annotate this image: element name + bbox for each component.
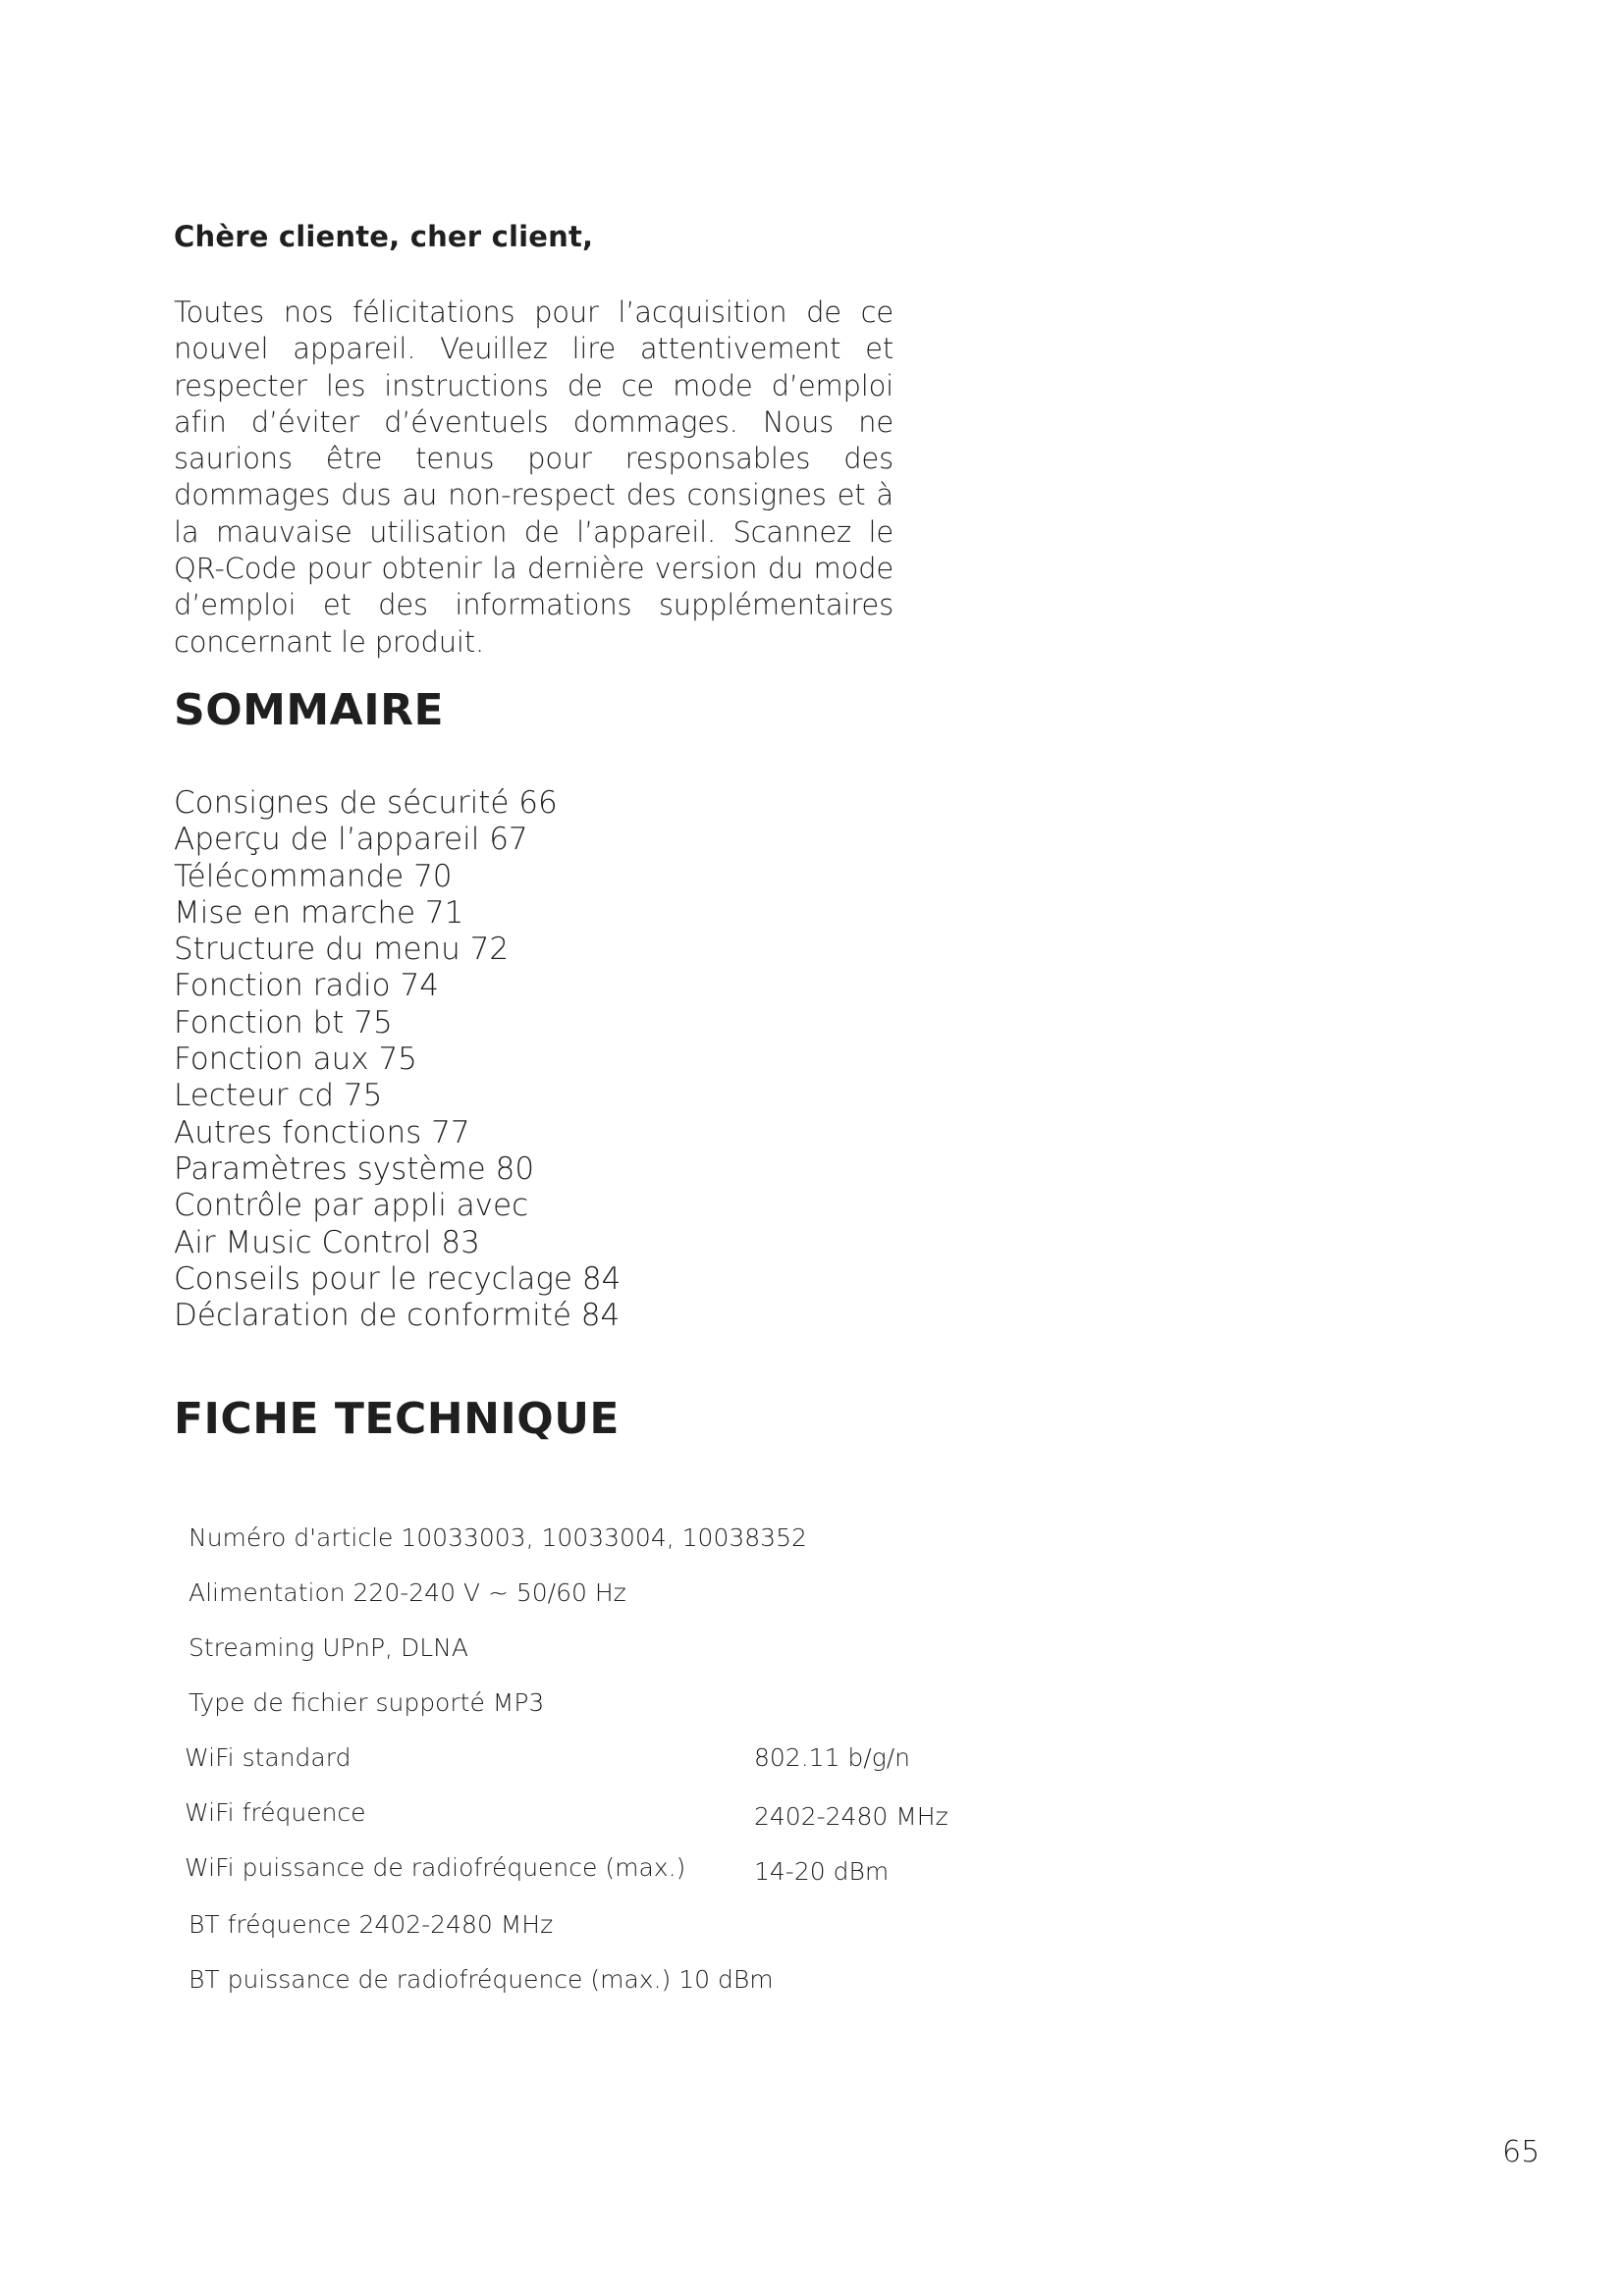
toc-item: Fonction aux 75 <box>174 1041 417 1078</box>
toc-item: Fonction bt 75 <box>174 1004 393 1041</box>
toc-item: Lecteur cd 75 <box>174 1078 383 1114</box>
sommaire-title: SOMMAIRE <box>174 685 445 735</box>
greeting: Chère cliente, cher client, <box>174 220 594 253</box>
toc-item: Contrôle par appli avec <box>174 1188 529 1224</box>
toc-item: Aperçu de l’appareil 67 <box>174 822 528 858</box>
spec-streaming: Streaming UPnP, DLNA <box>189 1633 468 1662</box>
spec-wifi-power-label: WiFi puissance de radiofréquence (max.) <box>185 1853 686 1882</box>
spec-article-number: Numéro d'article 10033003, 10033004, 10038352 <box>189 1523 807 1552</box>
spec-wifi-standard-value: 802.11 b/g/n <box>754 1743 910 1772</box>
toc-item: Télécommande 70 <box>174 858 453 894</box>
spec-file-type: Type de fichier supporté MP3 <box>189 1688 545 1717</box>
spec-wifi-frequency-label: WiFi fréquence <box>185 1798 366 1827</box>
page-number: 65 <box>1502 2135 1541 2169</box>
spec-power-supply: Alimentation 220-240 V ~ 50/60 Hz <box>189 1578 626 1607</box>
toc-item: Air Music Control 83 <box>174 1224 480 1260</box>
spec-wifi-frequency-value: 2402-2480 MHz <box>754 1802 948 1831</box>
toc-item: Mise en marche 71 <box>174 894 464 931</box>
toc-item: Paramètres système 80 <box>174 1150 535 1187</box>
toc-item: Autres fonctions 77 <box>174 1114 470 1150</box>
spec-wifi-standard-label: WiFi standard <box>185 1743 352 1772</box>
toc-item: Fonction radio 74 <box>174 968 439 1004</box>
toc-item: Déclaration de conformité 84 <box>174 1298 621 1334</box>
toc-item: Consignes de sécurité 66 <box>174 785 558 821</box>
intro-paragraph: Toutes nos félicitations pour l’acquisition de ce nouvel appareil. Veuillez lire attentivement et respecter les instructions de ce mode d’emploi afin d’éviter d’éventuels dommages. Nous ne saurions être tenus pour responsables des dommages dus au non-respect des consignes et à la mauvaise utilisation de l’appareil. Scannez le QR-Code pour obtenir la dernière version du mode d’emploi et des informations supplémentaires concernant le produit. <box>174 295 893 659</box>
toc-item: Structure du menu 72 <box>174 932 510 968</box>
table-of-contents <box>174 785 621 1334</box>
spec-bt-frequency: BT fréquence 2402-2480 MHz <box>189 1910 554 1939</box>
spec-bt-power: BT puissance de radiofréquence (max.) 10 dBm <box>189 1965 774 1994</box>
toc-item: Conseils pour le recyclage 84 <box>174 1260 622 1297</box>
fiche-technique-title: FICHE TECHNIQUE <box>174 1394 620 1444</box>
spec-wifi-power-value: 14-20 dBm <box>754 1857 890 1886</box>
